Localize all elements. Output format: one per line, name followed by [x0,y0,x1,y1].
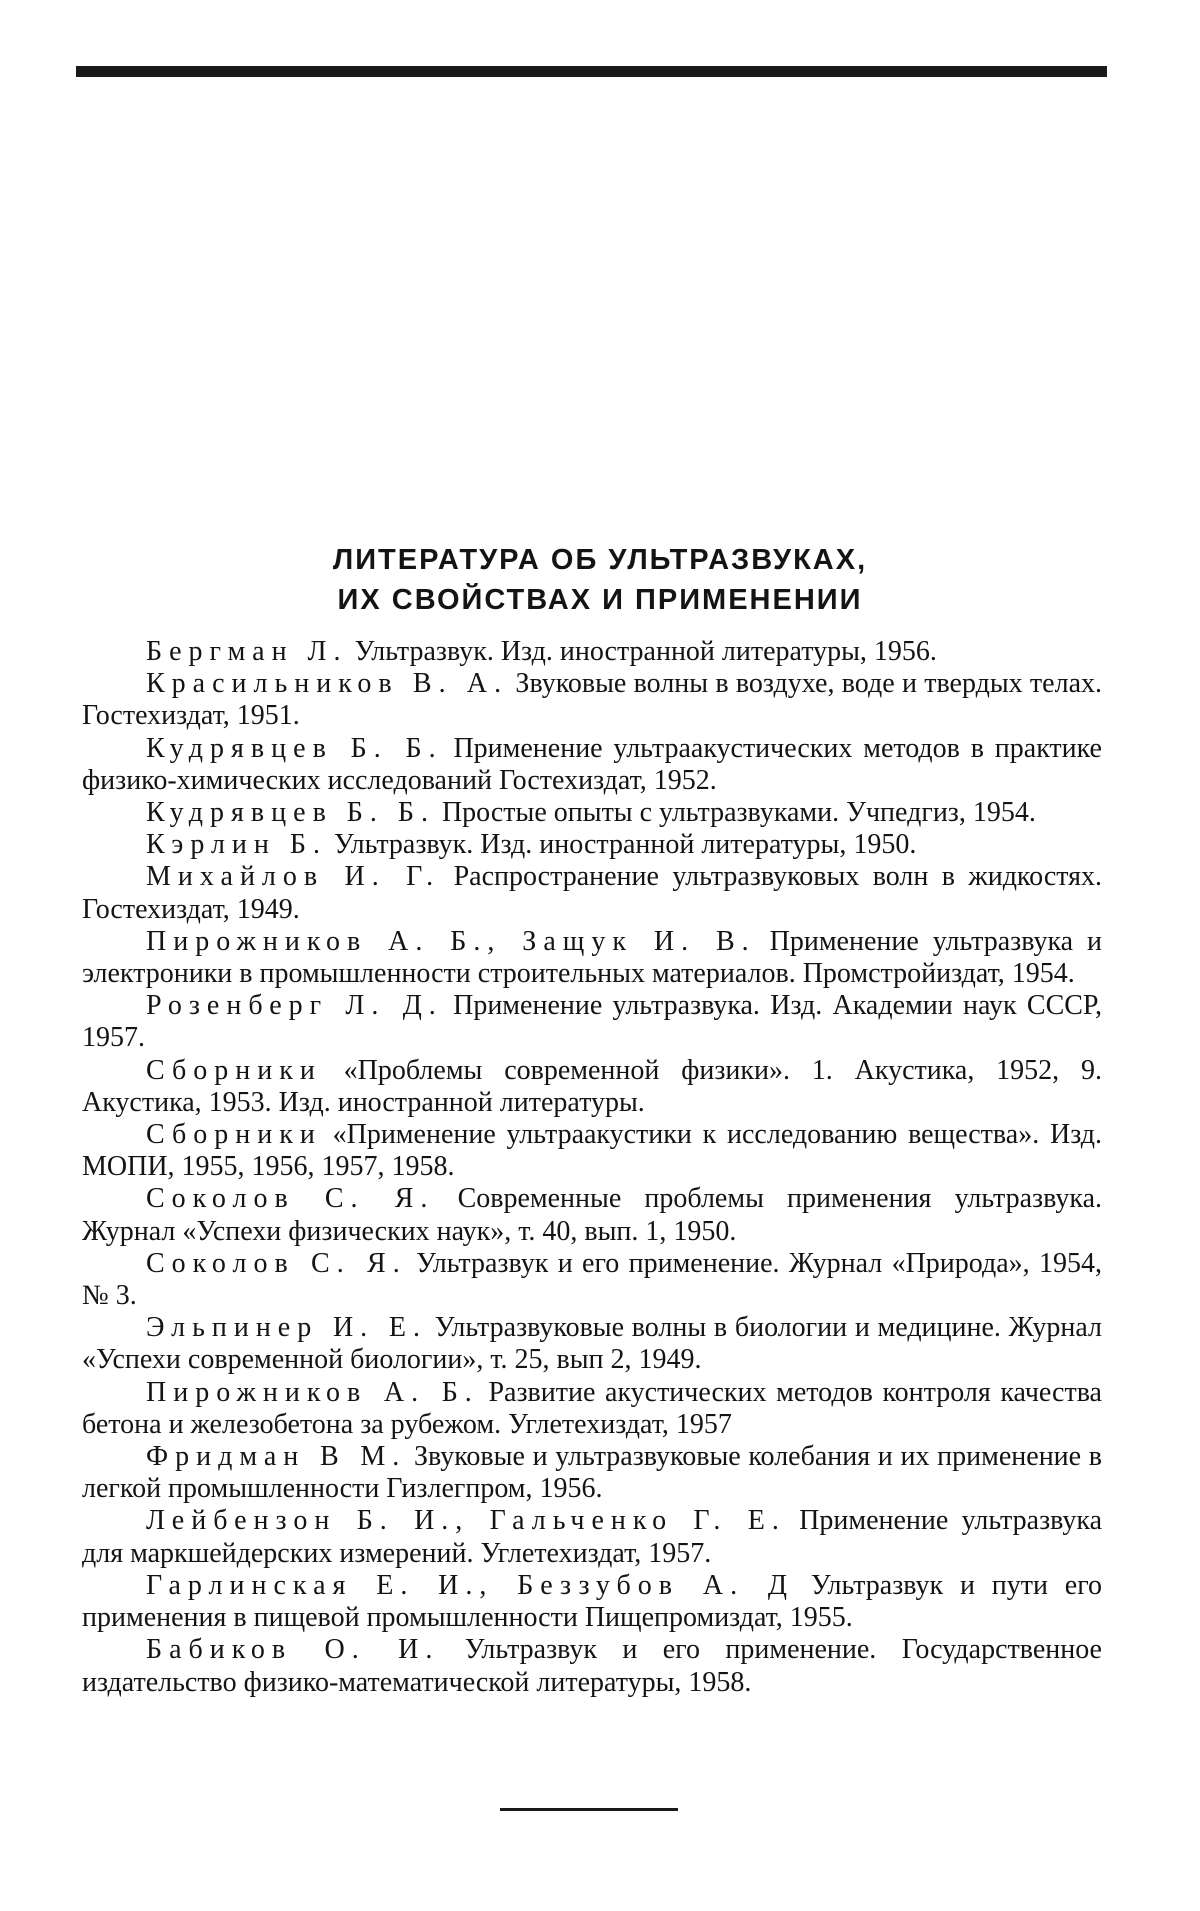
reference-text: Ультразвуковые волны в биологии и медицине. Журнал «Успехи современной биологии», т. 25, вып 2, 1949. [82,1312,1102,1375]
reference-text: Ультразвук и пути его применения в пищевой промышленности Пищепромиздат, 1955. [82,1570,1102,1633]
reference-item [82,1312,1102,1376]
reference-text: «Проблемы современной физики». 1. Акустика, 1952, 9. Акустика, 1953. Изд. иностранной литературы. [82,1055,1102,1118]
reference-text: Применение ультразвука. Изд. Академии наук СССР, 1957. [82,990,1102,1053]
reference-item [82,861,1102,925]
reference-author: Михайлов И. Г. [146,861,440,892]
reference-author: Соколов С. Я. [146,1183,434,1214]
page-title-line-2: ИХ СВОЙСТВАХ И ПРИМЕНЕНИИ [0,580,1200,620]
reference-author: Пирожников А. Б. [146,1377,479,1408]
reference-item [82,1441,1102,1505]
reference-item [82,733,1102,797]
reference-item [82,1377,1102,1441]
reference-text: Звуковые волны в воздухе, воде и твердых телах. Гостехиздат, 1951. [82,668,1102,731]
reference-text: Распространение ультразвуковых волн в жидкостях. Гостехиздат, 1949. [82,861,1102,924]
reference-item [82,797,1102,829]
reference-text: Ультразвук. Изд. иностранной литературы, 1950. [327,829,916,860]
reference-author: Кудрявцев Б. Б. [146,733,443,764]
bottom-rule [500,1808,678,1811]
reference-text: «Применение ультраакустики к исследованию вещества». Изд. МОПИ, 1955, 1956, 1957, 1958. [82,1119,1102,1182]
reference-author: Фридман В М. [146,1441,406,1472]
reference-author: Соколов С. Я. [146,1248,407,1279]
reference-item [82,926,1102,990]
reference-item [82,990,1102,1054]
reference-item [82,1570,1102,1634]
reference-item [82,1248,1102,1312]
reference-author: Пирожников А. Б., Защук И. В. [146,926,756,957]
reference-item [82,1634,1102,1698]
reference-item [82,668,1102,732]
reference-item [82,1055,1102,1119]
reference-list [82,636,1102,1699]
top-rule [76,66,1107,75]
reference-item [82,636,1102,668]
reference-author: Кудрявцев Б. Б. [146,797,435,828]
reference-text: Ультразвук и его применение. Государственное издательство физико-математической литературы, 1958. [82,1634,1102,1697]
page-title-line-1: ЛИТЕРАТУРА ОБ УЛЬТРАЗВУКАХ, [0,540,1200,580]
reference-text: Современные проблемы применения ультразвука. Журнал «Успехи физических наук», т. 40, вып. 1, 1950. [82,1183,1102,1246]
reference-text: Применение ультразвука для маркшейдерских измерений. Углетехиздат, 1957. [82,1505,1102,1568]
reference-text: Ультразвук и его применение. Журнал «Природа», 1954, № 3. [82,1248,1102,1311]
page-title [0,540,1200,620]
reference-item [82,829,1102,861]
reference-author: Бергман Л. [146,636,348,667]
reference-item [82,1183,1102,1247]
reference-text: Звуковые и ультразвуковые колебания и их применение в легкой промышленности Гизлегпром, 1956. [82,1441,1102,1504]
reference-author: Гарлинская Е. И., Беззубов А. Д [146,1570,794,1601]
reference-item [82,1505,1102,1569]
reference-author: Сборники [146,1119,322,1150]
reference-item [82,1119,1102,1183]
reference-author: Розенберг Л. Д. [146,990,443,1021]
reference-text: Применение ультразвука и электроники в промышленности строительных материалов. Промстройиздат, 1954. [82,926,1102,989]
reference-text: Простые опыты с ультразвуками. Учпедгиз, 1954. [435,797,1036,828]
reference-author: Лейбензон Б. И., Гальченко Г. Е. [146,1505,786,1536]
reference-text: Ультразвук. Изд. иностранной литературы, 1956. [348,636,937,667]
reference-author: Кэрлин Б. [146,829,327,860]
reference-author: Бабиков О. И. [146,1634,439,1665]
reference-author: Эльпинер И. Е. [146,1312,427,1343]
reference-text: Развитие акустических методов контроля качества бетона и железобетона за рубежом. Углетехиздат, 1957 [82,1377,1102,1440]
reference-author: Красильников В. А. [146,668,508,699]
reference-text: Применение ультраакустических методов в практике физико-химических исследований Гостехиздат, 1952. [82,733,1102,796]
reference-author: Сборники [146,1055,322,1086]
